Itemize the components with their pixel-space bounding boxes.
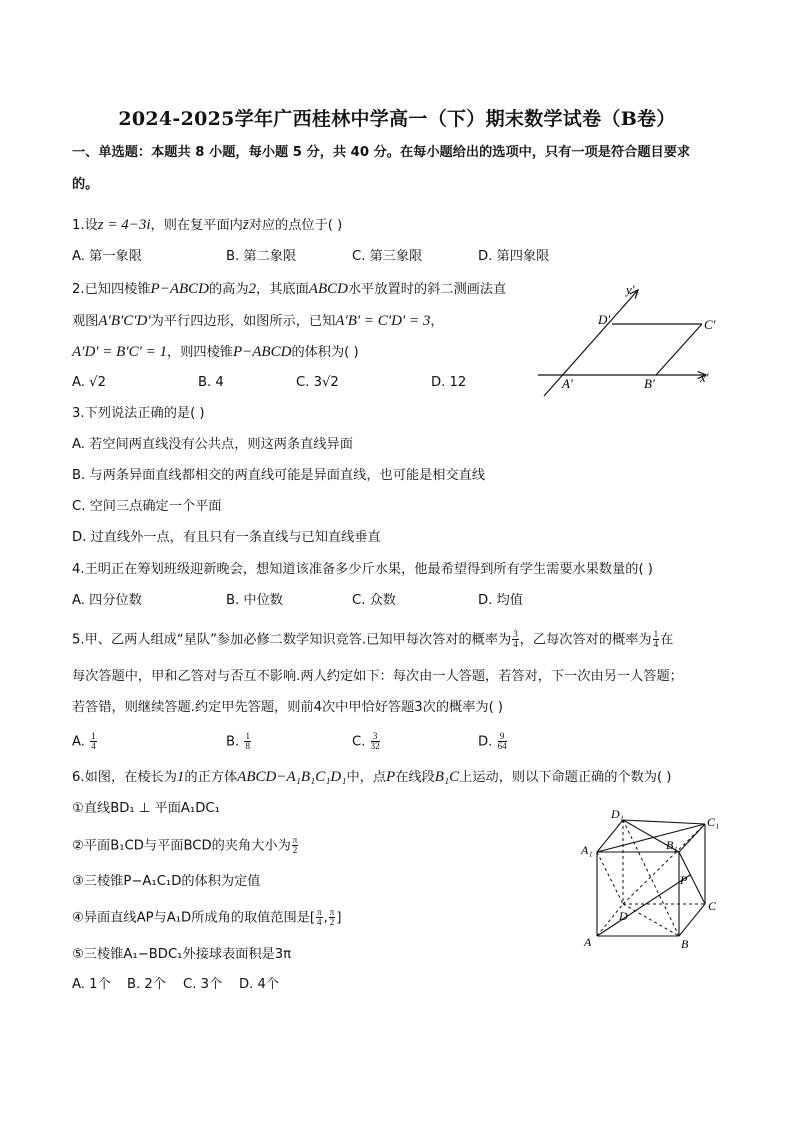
section-heading-line1: 一、单选题：本题共 8 小题，每小题 5 分，共 40 分。在每小题给出的选项中，只有一项是符合题目要求 [72,145,691,160]
q1-option-a[interactable]: A. 第一象限 [72,249,142,264]
q6-statement-3: ③三棱锥P−A₁C₁D的体积为定值 [72,874,261,889]
label-d1: D₁ [611,807,624,821]
q2-option-c[interactable]: C. 3√2 [296,375,339,390]
y-axis-line [544,290,638,396]
q2-text: 的体积为( ) [291,345,359,360]
q2-math: A′B′C′D′ [98,313,151,329]
label-d-prime: D′ [598,312,611,327]
q4-option-d[interactable]: D. 均值 [478,593,523,608]
label-a: A [584,935,592,949]
q3-option-a[interactable]: A. 若空间两直线没有公共点，则这两条直线异面 [72,437,353,452]
frac-den: 4 [91,741,96,751]
label-p: P [680,873,688,887]
q2-text: 为平行四边形，如图所示，已知 [150,314,336,329]
q5-text: ，乙每次答对的概率为 [519,632,652,648]
frac-num: π [292,835,298,845]
q6-stem [72,768,671,787]
q1-prefix: 1.设 [72,218,98,233]
q4-option-b[interactable]: B. 中位数 [226,593,283,608]
q1-option-d[interactable]: D. 第四象限 [478,249,550,264]
section-heading-line2: 的。 [72,177,99,192]
q6-option-a[interactable]: A. 1个 [72,977,111,992]
option-label: A. [72,734,85,750]
q5-fraction-p2 [653,630,660,649]
label-x-prime: x′ [700,370,709,385]
q6-statement-2 [72,836,299,856]
diag-a1c1 [597,824,705,852]
frac-den: 4 [513,639,518,649]
segment-ap [597,875,690,936]
hidden-diag-db [623,904,679,936]
q2-option-b[interactable]: B. 4 [198,375,224,390]
q2-option-a[interactable]: A. √2 [72,375,106,390]
label-a1: A₁ [581,843,593,857]
label-b1: B₁ [666,838,678,852]
frac-num: π [317,907,322,917]
option-fraction [498,732,507,751]
q3-option-d[interactable]: D. 过直线外一点，有且只有一条直线与已知直线垂直 [72,530,381,545]
frac-den: 64 [497,741,507,751]
q5-fraction-p1 [512,630,519,649]
option-fraction [244,732,251,751]
q6-text: ] [336,910,342,926]
frac-num: 1 [245,731,250,741]
q1-mid: ，则在复平面内 [150,218,243,233]
q5-text: 在 [660,632,674,648]
cube-figure [575,800,735,958]
frac-den: 8 [245,741,250,751]
q6-text: ④异面直线AP与A₁D所成角的取值范围是[ [72,910,316,926]
q2-text: ， [430,314,444,329]
q6-text: 的正方体 [184,770,238,785]
q2-math: 2 [248,281,257,297]
q3-stem: 3.下列说法正确的是( ) [72,406,205,421]
q2-text: 的高为 [208,282,249,297]
oblique-projection-figure [530,280,730,405]
q1-stem [72,216,342,235]
q2-math: A′D′ = B′C′ = 1 [72,344,168,360]
label-b-prime: B′ [644,376,655,391]
q1-suffix: 对应的点位于( ) [248,218,343,233]
option-label: B. [226,734,240,750]
q5-option-c[interactable] [352,732,381,752]
option-label: D. [478,734,493,750]
q1-option-b[interactable]: B. 第二象限 [226,249,297,264]
q6-statement-4 [72,908,341,928]
frac-num: 3 [513,629,518,639]
q5-option-b[interactable] [226,732,252,752]
q1-math: z = 4−3i [97,217,151,233]
q5-option-d[interactable] [478,732,508,752]
q5-stem-line2: 每次答题中，甲和乙答对与否互不影响.两人约定如下：每次由一人答题，若答对，下一次由另一人答题； [72,669,683,684]
q4-option-c[interactable]: C. 众数 [352,593,396,608]
q6-text: , [323,910,328,926]
q2-text: ，则四棱锥 [167,345,233,360]
q6-option-b[interactable]: B. 2个 [127,977,167,992]
q6-text: ②平面B₁CD与平面BCD的夹角大小为 [72,838,291,854]
hidden-diag-a1d [597,852,623,904]
q6-text: 在线段 [395,770,435,785]
edge-d1c1 [623,820,705,824]
q2-text: 2.已知四棱锥 [72,282,151,297]
q6-math: 1 [176,769,185,785]
q6-math: P [386,769,396,785]
label-y-prime: y′ [626,282,635,297]
edge-a1d1 [597,820,623,852]
q6-statement-1: ①直线BD₁ ⊥ 平面A₁DC₁ [72,801,220,816]
edge-bc [679,904,705,936]
frac-den: 2 [292,845,298,855]
label-a-prime: A′ [562,376,573,391]
label-c: C [708,899,717,913]
q6-text: 上运动，则以下命题正确的个数为( ) [459,770,672,785]
q5-stem-line3: 若答错，则继续答题.约定甲先答题，则前4次中甲恰好答题3次的概率为( ) [72,700,504,715]
frac-den: 2 [329,917,335,927]
label-d: D [619,909,628,923]
label-c-prime: C′ [704,317,716,332]
option-fraction [371,732,380,751]
q6-option-d[interactable]: D. 4个 [239,977,280,992]
frac-den: 32 [370,741,380,751]
edge-cb [656,324,702,375]
q6-option-c[interactable]: C. 3个 [183,977,223,992]
q1-conj: z̄ [242,217,249,233]
q2-text: 水平放置时的斜二测画法直 [347,282,507,297]
q2-math: P−ABCD [150,281,209,297]
q6-math: ABCD−A₁B₁C₁D₁ [237,769,347,785]
q2-option-d[interactable]: D. 12 [431,375,467,390]
frac-den: 4 [317,917,322,927]
q2-math: ABCD [308,281,348,297]
q2-math: P−ABCD [232,344,292,360]
q6-statement-5: ⑤三棱锥A₁−BDC₁外接球表面积是3π [72,947,292,962]
frac-num: π [329,907,335,917]
q5-stem-line1 [72,630,673,650]
q2-text: 观图 [72,314,99,329]
q6-text: 中，点 [346,770,387,785]
q4-stem: 4.王明正在筹划班级迎新晚会，想知道该准备多少斤水果，他最希望得到所有学生需要水果数量的( ) [72,562,653,577]
frac-den: 4 [653,639,659,649]
q4-option-a[interactable]: A. 四分位数 [72,593,142,608]
option-label: C. [352,734,366,750]
label-c1: C₁ [707,815,720,829]
q2-stem-line2 [72,312,444,331]
frac-num: 3 [371,732,380,742]
frac-num: 1 [91,731,96,741]
q2-text: ，其底面 [256,282,309,297]
q3-option-b[interactable]: B. 与两条异面直线都相交的两直线可能是异面直线，也可能是相交直线 [72,468,486,483]
q2-stem-line1 [72,280,506,299]
frac-num: 9 [498,732,507,742]
q2-stem-line3 [72,343,359,362]
q3-option-c[interactable]: C. 空间三点确定一个平面 [72,499,222,514]
q2-math: A′B′ = C′D′ = 3 [335,313,431,329]
option-fraction [90,732,97,751]
q5-option-a[interactable] [72,732,98,752]
exam-title: 2024-2025学年广西桂林中学高一（下）期末数学试卷（B卷） [118,108,676,130]
label-b: B [681,937,689,951]
q6-fraction [329,908,336,927]
frac-num: 1 [653,629,659,639]
q1-option-c[interactable]: C. 第三象限 [352,249,423,264]
q6-fraction [316,908,323,927]
q6-math: B₁C [434,769,460,785]
q5-text: 5.甲、乙两人组成“星队”参加必修二数学知识竞答.已知甲每次答对的概率为 [72,632,512,648]
q6-fraction [292,836,299,855]
q6-text: 6.如图，在棱长为 [72,770,177,785]
